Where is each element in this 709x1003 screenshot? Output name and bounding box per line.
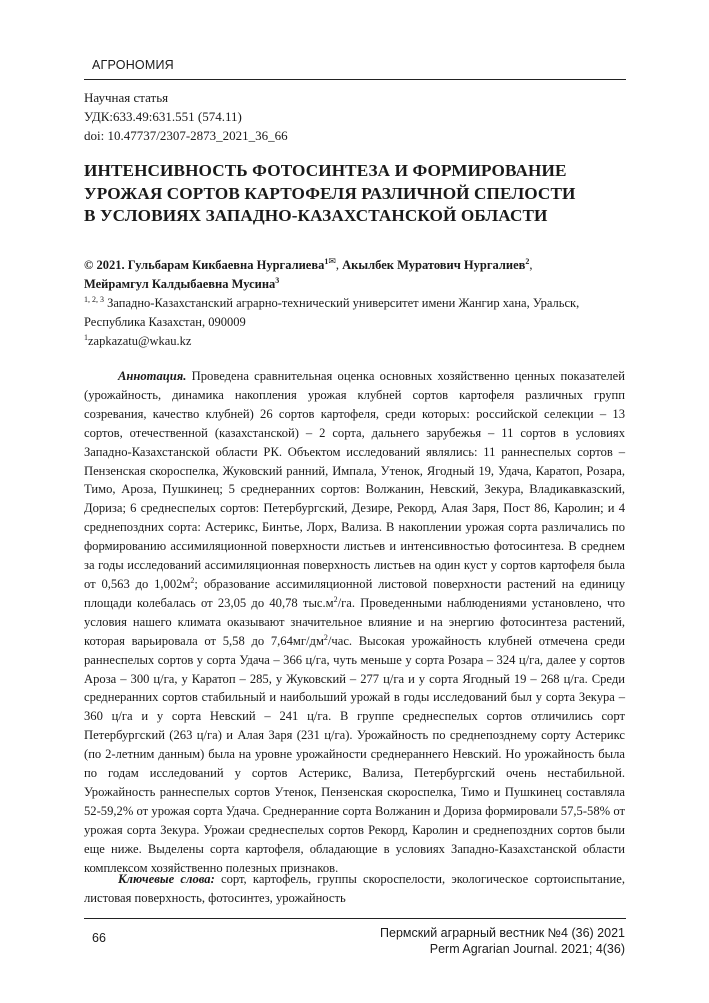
author-2: Акылбек Муратович Нургалиев <box>342 258 526 273</box>
abstract <box>84 367 625 877</box>
author-1-sup: 1 <box>324 257 329 266</box>
article-meta <box>84 88 288 145</box>
author-2-sup: 2 <box>525 257 530 266</box>
abstract-text-1: Проведена сравнительная оценка основных хозяйственно ценных показателей (урожайность, динамика накопления урожая клубней сортов картофеля различных групп созревания, качество клубней) 26 сортов картофеля, среди которых: российской селекции – 13 сортов, отечественной (казахстанской) – 2 сорта, дальнего зарубежья – 11 сортов в условиях Западно-Казахстанской области РК. Объектом исследований являлись: 11 раннеспелых сортов – Пензенская скороспелка, Жуковский ранний, Импала, Утенок, Ягодный 19, Удача, Каратоп, Розара, Тимо, Ароза, Пушкинец; 5 среднеранних сортов: Волжанин, Невский, Зекура, Владикавказский, Дориза; 6 среднеспелых сортов: Петербургский, Дезире, Рекорд, Алая Заря, Пост 86, Каролин; и 4 среднепоздних сорта: Астерикс, Бинтье, Лорх, Вализа. В накоплении урожая сорта различались по формированию ассимиляционной поверхности листьев и интенсивностью фотосинтеза. В среднем за годы исследований ассимиляционная поверхность листьев на один куст у сортов картофеля была от 0,563 до 1,002м <box>84 369 625 591</box>
author-block <box>84 252 624 351</box>
abstract-sup-2: 2 <box>333 594 338 604</box>
affiliation-line-1: Западно-Казахстанский аграрно-технический университет имени Жангир хана, Уральск, <box>104 296 580 311</box>
header-rule <box>84 79 626 80</box>
affiliation-line-2: Республика Казахстан, 090009 <box>84 315 246 330</box>
article-type: Научная статья <box>84 90 169 105</box>
journal-citation <box>380 925 625 957</box>
author-separator-2: , <box>529 258 533 273</box>
journal-name-ru: Пермский аграрный вестник №4 (36) 2021 <box>380 926 625 940</box>
title-line-3: В УСЛОВИЯХ ЗАПАДНО-КАЗАХСТАНСКОЙ ОБЛАСТИ <box>84 206 548 225</box>
journal-name-en: Perm Agrarian Journal. 2021; 4(36) <box>429 942 625 956</box>
abstract-sup-1: 2 <box>190 575 195 585</box>
author-1: © 2021. Гульбарам Кикбаевна Нургалиева <box>84 258 325 273</box>
author-line <box>84 252 624 275</box>
affiliation-sup: 1, 2, 3 <box>84 295 104 304</box>
email-line <box>84 332 624 351</box>
email-link[interactable]: zapkazatu@wkau.kz <box>88 334 192 349</box>
abstract-text-4: /час. Высокая урожайность клубней отмечена среди раннеспелых сортов у сорта Удача – 366 ц/га, чуть меньше у сорта Розара – 324 ц/га, далее у сортов Ароза – 300 ц/га, у Каратоп – 285, у Жуковский – 277 ц/га и у сорта Ягодный 19 – 268 ц/га. Среди среднеранних сортов стабильный и наибольший урожай в годы исследований был у сорта Зекура – 360 ц/га и у сорта Невский – 241 ц/га. В группе среднеспелых сортов отличились сорт Петербургский (263 ц/га) и Алая Заря (231 ц/га). Урожайность по среднепозднему сорту Астерикс (по 2-летним данным) была на уровне урожайности среднераннего Невский. Но урожайность была по годам исследований у сортов Астерикс, Вализа, Петербургский очень нестабильной. Урожайность раннеспелых сортов Утенок, Пензенская скороспелка, Тимо и Пушкинец составляла 52-59,2% от урожая сорта Удача. Среднеранние сорта Волжанин и Дориза формировали 57,5-58% от урожая сорта Зекура. Урожаи среднеспелых сортов Рекорд, Каролин и среднепоздних сортов были еще ниже. Выделены сорта картофеля, обладающие в условиях Западно-Казахстанской области комплексом хозяйственно полезных признаков. <box>84 633 625 875</box>
author-3-sup: 3 <box>275 276 280 285</box>
affiliation <box>84 294 624 313</box>
article-title <box>84 160 624 228</box>
author-3: Мейрамгул Калдыбаевна Мусина <box>84 277 276 292</box>
envelope-icon: ✉ <box>328 256 336 266</box>
section-label: АГРОНОМИЯ <box>92 58 174 72</box>
page-number: 66 <box>92 931 106 945</box>
abstract-label: Аннотация. <box>118 369 187 383</box>
footer-rule <box>84 918 626 919</box>
keywords <box>84 870 625 908</box>
title-line-1: ИНТЕНСИВНОСТЬ ФОТОСИНТЕЗА И ФОРМИРОВАНИЕ <box>84 161 567 180</box>
keywords-label: Ключевые слова: <box>118 872 215 886</box>
doi[interactable]: doi: 10.47737/2307-2873_2021_36_66 <box>84 128 288 143</box>
abstract-text-2: ; образование ассимиляционной листовой поверхности растений на единицу площади колебалась от 23,05 до 40,78 тыс.м <box>84 576 625 610</box>
keywords-text: сорт, картофель, группы скороспелости, экологическое сортоиспытание, листовая поверхность, фотосинтез, урожайность <box>84 872 626 905</box>
title-line-2: УРОЖАЯ СОРТОВ КАРТОФЕЛЯ РАЗЛИЧНОЙ СПЕЛОСТИ <box>84 183 576 203</box>
email-sup: 1 <box>84 333 88 342</box>
abstract-sup-3: 2 <box>323 632 328 642</box>
abstract-text-3: /га. Проведенными наблюдениями установлено, что условия нашего климата оказывают значительное влияние и на энергию фотосинтеза растений, которая варьировала от 5,58 до 7,64мг/дм <box>84 595 625 648</box>
author-separator: , <box>335 258 343 273</box>
author-line-2 <box>84 275 624 294</box>
udc-code: УДК:633.49:631.551 (574.11) <box>84 109 242 124</box>
